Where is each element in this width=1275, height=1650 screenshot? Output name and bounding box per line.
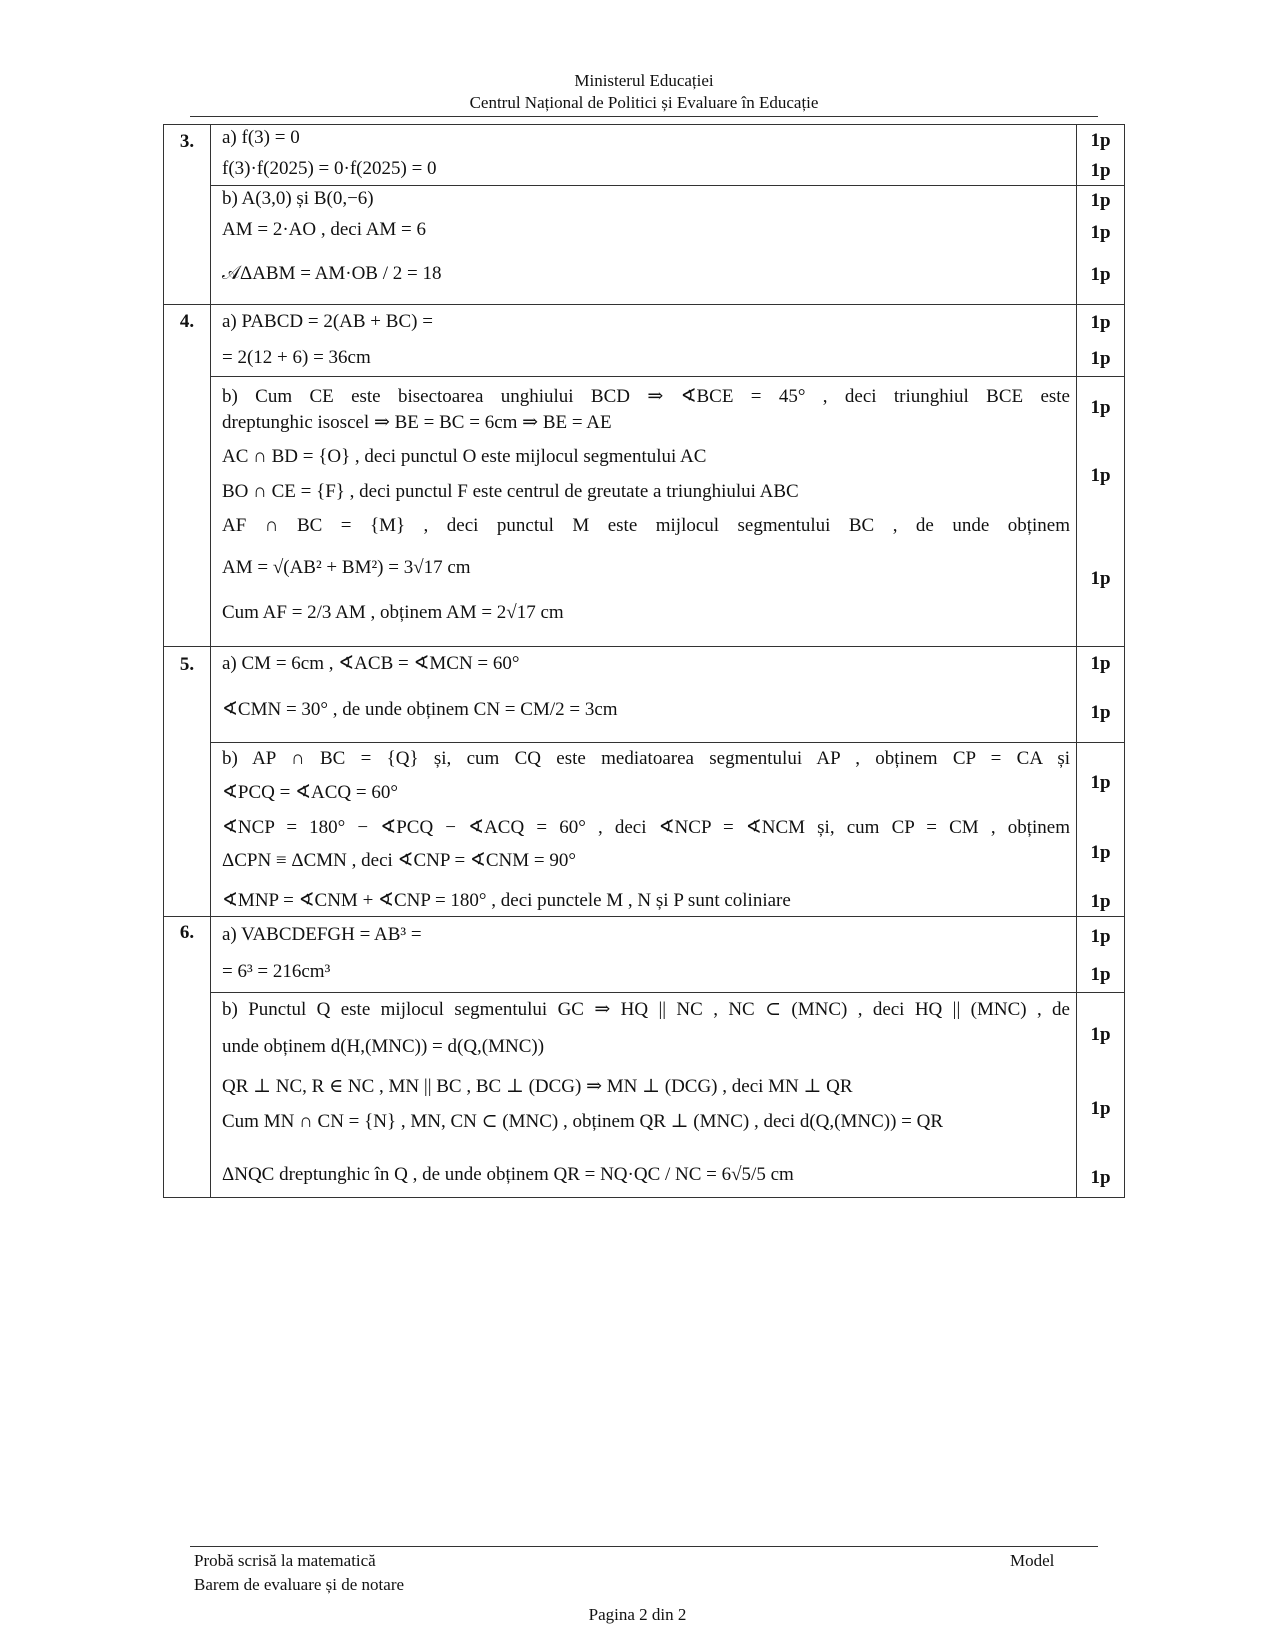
header-ministry: Ministerul Educației	[574, 71, 714, 90]
solution-line: 𝒜ΔABM = AM·OB / 2 = 18	[222, 263, 442, 284]
subpart-separator	[210, 742, 1125, 743]
footer-exam-title: Probă scrisă la matematică	[194, 1551, 376, 1570]
solution-line: AM = √(AB² + BM²) = 3√17 cm	[222, 557, 471, 578]
solution-line: AM = 2·AO , deci AM = 6	[222, 219, 427, 240]
solution-line: ∢NCP = 180° − ∢PCQ − ∢ACQ = 60° , deci ∢NCP = ∢NCM și, cum CP = CM , obținem	[222, 817, 1070, 838]
solution-line: f(3)·f(2025) = 0·f(2025) = 0	[222, 158, 437, 179]
points-cell: 1p	[1090, 964, 1111, 985]
solution-line: ΔCPN ≡ ΔCMN , deci ∢CNP = ∢CNM = 90°	[222, 850, 576, 871]
solution-line: BO ∩ CE = {F} , deci punctul F este centrul de greutate a triunghiului ABC	[222, 481, 799, 502]
solution-line: ∢CMN = 30° , de unde obținem CN = CM/2 = 3cm	[222, 699, 618, 720]
points-cell: 1p	[1090, 926, 1111, 947]
solution-line: Cum MN ∩ CN = {N} , MN, CN ⊂ (MNC) , obținem QR ⊥ (MNC) , deci d(Q,(MNC)) = QR	[222, 1111, 944, 1132]
problem-separator	[163, 646, 1125, 647]
points-cell: 1p	[1090, 891, 1111, 912]
header-center: Centrul Național de Politici și Evaluare în Educație	[469, 93, 819, 112]
points-cell: 1p	[1090, 1098, 1111, 1119]
points-cell: 1p	[1090, 264, 1111, 285]
solution-line: a) VABCDEFGH = AB³ =	[222, 924, 422, 945]
solution-line: AF ∩ BC = {M} , deci punctul M este mijlocul segmentului BC , de unde obținem	[222, 515, 1070, 536]
solution-line: AC ∩ BD = {O} , deci punctul O este mijlocul segmentului AC	[222, 446, 707, 467]
points-cell: 1p	[1090, 160, 1111, 181]
points-cell: 1p	[1090, 348, 1111, 369]
problem-separator	[163, 916, 1125, 917]
solution-line: b) Cum CE este bisectoarea unghiului BCD ⇒ ∢BCE = 45° , deci triunghiul BCE este	[222, 386, 1070, 407]
problem-number: 3.	[179, 131, 195, 152]
solution-line: b) A(3,0) și B(0,−6)	[222, 188, 374, 209]
points-cell: 1p	[1090, 312, 1111, 333]
solution-line: unde obținem d(H,(MNC)) = d(Q,(MNC))	[222, 1036, 545, 1057]
footer-model-label: Model	[1010, 1551, 1055, 1570]
solution-line: ∢MNP = ∢CNM + ∢CNP = 180° , deci punctele M , N și P sunt coliniare	[222, 890, 791, 911]
points-cell: 1p	[1090, 772, 1111, 793]
solution-line: a) PABCD = 2(AB + BC) =	[222, 311, 433, 332]
solution-line: a) CM = 6cm , ∢ACB = ∢MCN = 60°	[222, 653, 520, 674]
solution-line: b) Punctul Q este mijlocul segmentului GC ⇒ HQ || NC , NC ⊂ (MNC) , deci HQ || (MNC) , de	[222, 999, 1070, 1020]
points-cell: 1p	[1090, 653, 1111, 674]
problem-number: 4.	[179, 311, 195, 332]
column-divider-number	[210, 124, 211, 1198]
document-header	[190, 70, 1098, 114]
problem-number: 5.	[179, 654, 195, 675]
points-cell: 1p	[1090, 397, 1111, 418]
footer-rule	[190, 1546, 1098, 1547]
points-cell: 1p	[1090, 1167, 1111, 1188]
points-cell: 1p	[1090, 222, 1111, 243]
solution-line: = 2(12 + 6) = 36cm	[222, 347, 371, 368]
solution-line: b) AP ∩ BC = {Q} și, cum CQ este mediatoarea segmentului AP , obținem CP = CA și	[222, 748, 1070, 769]
points-cell: 1p	[1090, 190, 1111, 211]
solution-line: a) f(3) = 0	[222, 127, 300, 148]
solution-line: ∢PCQ = ∢ACQ = 60°	[222, 782, 398, 803]
solution-line: dreptunghic isoscel ⇒ BE = BC = 6cm ⇒ BE = AE	[222, 412, 612, 433]
page-number: Pagina 2 din 2	[588, 1605, 687, 1624]
points-cell: 1p	[1090, 842, 1111, 863]
solution-line: Cum AF = 2/3 AM , obținem AM = 2√17 cm	[222, 602, 564, 623]
solution-line: QR ⊥ NC, R ∈ NC , MN || BC , BC ⊥ (DCG) ⇒ MN ⊥ (DCG) , deci MN ⊥ QR	[222, 1076, 853, 1097]
subpart-separator	[210, 185, 1125, 186]
problem-separator	[163, 304, 1125, 305]
points-cell: 1p	[1090, 465, 1111, 486]
points-cell: 1p	[1090, 1024, 1111, 1045]
points-cell: 1p	[1090, 568, 1111, 589]
solution-line: ΔNQC dreptunghic în Q , de unde obținem QR = NQ·QC / NC = 6√5/5 cm	[222, 1164, 794, 1185]
subpart-separator	[210, 992, 1125, 993]
points-cell: 1p	[1090, 702, 1111, 723]
solution-line: = 6³ = 216cm³	[222, 961, 331, 982]
footer-barem-title: Barem de evaluare și de notare	[194, 1575, 405, 1594]
problem-number: 6.	[179, 922, 195, 943]
subpart-separator	[210, 376, 1125, 377]
points-cell: 1p	[1090, 130, 1111, 151]
header-rule	[190, 116, 1098, 117]
